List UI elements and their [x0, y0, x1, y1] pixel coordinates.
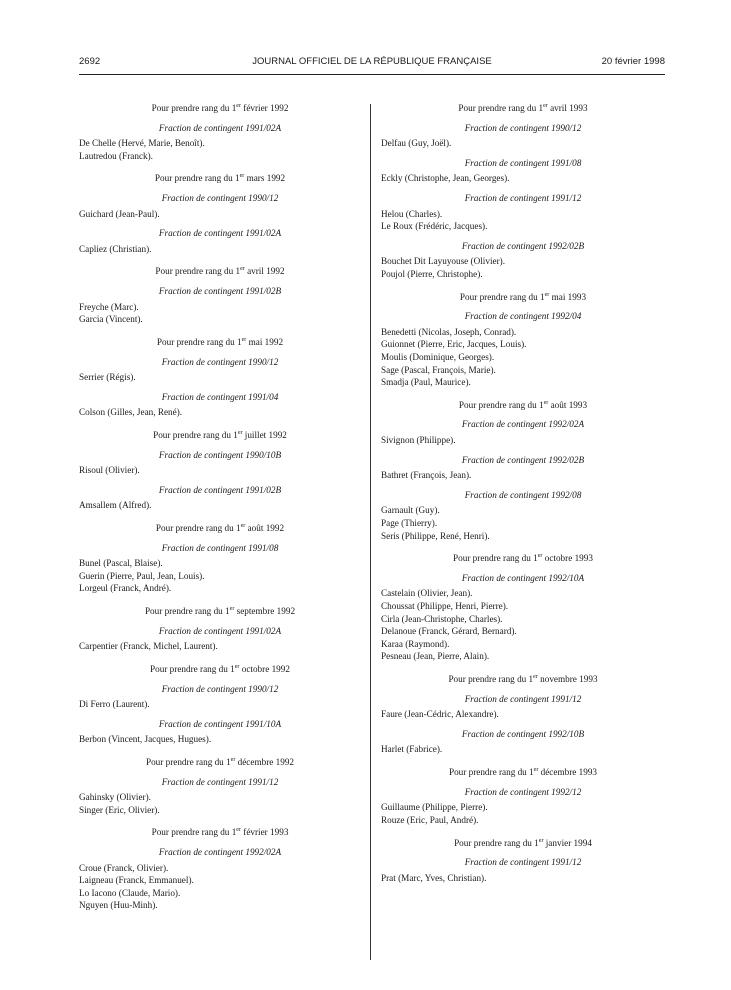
contingent-fraction: Fraction de contingent 1992/10A [461, 572, 585, 583]
person-name: Di Ferro (Laurent). [79, 699, 150, 710]
person-name: Smadja (Paul, Maurice). [381, 377, 471, 388]
person-name: Garcia (Vincent). [79, 314, 143, 325]
contingent-fraction: Fraction de contingent 1991/12 [464, 193, 582, 204]
name-list [381, 137, 665, 150]
name-list [79, 557, 361, 595]
rank-heading: Pour prendre rang du 1er octobre 1993 [453, 553, 593, 564]
contingent-fraction: Fraction de contingent 1990/12 [464, 122, 582, 133]
rank-heading: Pour prendre rang du 1er mars 1992 [154, 173, 286, 184]
contingent-fraction: Fraction de contingent 1990/12 [161, 683, 279, 694]
rank-heading: Pour prendre rang du 1er avril 1992 [155, 266, 285, 277]
name-list [79, 406, 361, 419]
rank-heading: Pour prendre rang du 1er avril 1993 [458, 103, 588, 114]
rank-heading: Pour prendre rang du 1er mai 1993 [459, 291, 587, 302]
person-name: Cirla (Jean-Christophe, Charles). [381, 613, 503, 624]
person-name: Karaa (Raymond). [381, 638, 450, 649]
name-list [381, 172, 665, 185]
person-name: Freyche (Marc). [79, 301, 139, 312]
person-name: Carpentier (Franck, Michel, Laurent). [79, 641, 218, 652]
rank-heading: Pour prendre rang du 1er février 1992 [151, 103, 289, 114]
name-list [381, 708, 665, 721]
contingent-fraction: Fraction de contingent 1990/10B [158, 449, 282, 460]
person-name: Singer (Eric, Olivier). [79, 804, 160, 815]
contingent-fraction: Fraction de contingent 1992/04 [464, 311, 582, 322]
journal-title: JOURNAL OFFICIEL DE LA RÉPUBLIQUE FRANÇAISE [252, 56, 492, 67]
person-name: Colson (Gilles, Jean, René). [79, 407, 183, 418]
person-name: Amsallem (Alfred). [79, 500, 152, 511]
person-name: Poujol (Pierre, Christophe). [381, 269, 483, 279]
contingent-fraction: Fraction de contingent 1991/02A [158, 122, 282, 133]
person-name: Choussat (Philippe, Henri, Pierre). [381, 601, 509, 612]
person-name: Prat (Marc, Yves, Christian). [381, 872, 487, 883]
name-list [79, 243, 361, 256]
name-list [381, 504, 665, 542]
name-list [381, 208, 665, 233]
person-name: Capliez (Christian). [79, 243, 152, 254]
rank-heading: Pour prendre rang du 1er février 1993 [151, 827, 289, 838]
rank-heading: Pour prendre rang du 1er août 1992 [155, 522, 285, 534]
person-name: Lo Iacono (Claude, Mario). [79, 887, 181, 898]
name-list [79, 698, 361, 711]
name-list [79, 862, 361, 912]
name-list [79, 464, 361, 477]
name-list [381, 255, 665, 280]
person-name: Seris (Philippe, René, Henri). [381, 530, 490, 541]
contingent-fraction: Fraction de contingent 1991/02B [158, 484, 282, 495]
rank-heading: Pour prendre rang du 1er août 1993 [458, 399, 588, 410]
rank-heading: Pour prendre rang du 1er décembre 1992 [145, 756, 295, 767]
person-name: Page (Thierry). [381, 518, 438, 529]
right-column [381, 100, 665, 884]
contingent-fraction: Fraction de contingent 1992/02A [158, 846, 282, 857]
person-name: Le Roux (Frédéric, Jacques). [381, 221, 488, 232]
contingent-fraction: Fraction de contingent 1991/12 [161, 776, 279, 787]
name-list [79, 208, 361, 221]
person-name: Bunel (Pascal, Blaise). [79, 558, 163, 569]
contingent-fraction: Fraction de contingent 1991/12 [464, 857, 582, 868]
person-name: Bathret (François, Jean). [381, 470, 472, 481]
person-name: Croue (Franck, Olivier). [79, 862, 169, 873]
rank-heading: Pour prendre rang du 1er janvier 1994 [454, 837, 592, 848]
contingent-fraction: Fraction de contingent 1991/04 [161, 391, 279, 402]
person-name: Sage (Pascal, François, Marie). [381, 364, 496, 375]
person-name: Guerin (Pierre, Paul, Jean, Louis). [79, 570, 205, 581]
contingent-fraction: Fraction de contingent 1991/08 [161, 542, 279, 553]
person-name: Bouchet Dit Layuyouse (Olivier). [381, 256, 505, 267]
person-name: Garnault (Guy). [381, 505, 440, 516]
person-name: Guionnet (Pierre, Eric, Jacques, Louis). [381, 339, 527, 350]
contingent-fraction: Fraction de contingent 1992/08 [464, 489, 582, 500]
person-name: Guichard (Jean-Paul). [79, 208, 160, 219]
contingent-fraction: Fraction de contingent 1992/02A [461, 419, 585, 430]
person-name: Faure (Jean-Cédric, Alexandre). [381, 709, 499, 720]
person-name: Guillaume (Philippe, Pierre). [381, 802, 488, 813]
contingent-fraction: Fraction de contingent 1990/12 [161, 356, 279, 367]
name-list [79, 791, 361, 816]
contingent-fraction: Fraction de contingent 1992/02B [461, 240, 585, 251]
contingent-fraction: Fraction de contingent 1991/10A [158, 718, 282, 729]
person-name: Nguyen (Huu-Minh). [79, 900, 158, 911]
person-name: Eckly (Christophe, Jean, Georges). [381, 173, 510, 184]
name-list [381, 587, 665, 663]
name-list [381, 434, 665, 447]
person-name: Lorgeul (Franck, André). [79, 583, 172, 594]
name-list [381, 743, 665, 756]
contingent-fraction: Fraction de contingent 1992/10B [461, 728, 585, 739]
person-name: Delfau (Guy, Joël). [381, 138, 452, 149]
person-name: Benedetti (Nicolas, Joseph, Conrad). [381, 326, 517, 337]
person-name: Delanoue (Franck, Gérard, Bernard). [381, 626, 517, 637]
rank-heading: Pour prendre rang du 1er novembre 1993 [448, 674, 598, 685]
contingent-fraction: Fraction de contingent 1991/02A [158, 228, 282, 239]
rank-heading: Pour prendre rang du 1er mai 1992 [156, 336, 284, 347]
name-list [79, 733, 361, 746]
left-column [79, 100, 361, 912]
person-name: Helou (Charles). [381, 208, 443, 219]
name-list [79, 499, 361, 512]
person-name: De Chelle (Hervé, Marie, Benoît). [79, 138, 205, 149]
person-name: Laigneau (Franck, Emmanuel). [79, 875, 194, 886]
contingent-fraction: Fraction de contingent 1992/02B [461, 454, 585, 465]
page-header [79, 56, 665, 74]
person-name: Harlet (Fabrice). [381, 744, 443, 755]
name-list [381, 326, 665, 389]
person-name: Serrier (Régis). [79, 372, 136, 383]
person-name: Rouze (Eric, Paul, André). [381, 814, 479, 825]
contingent-fraction: Fraction de contingent 1991/02A [158, 625, 282, 636]
contingent-fraction: Fraction de contingent 1991/12 [464, 693, 582, 704]
contingent-fraction: Fraction de contingent 1991/02B [158, 286, 282, 297]
contingent-fraction: Fraction de contingent 1991/08 [464, 157, 582, 168]
name-list [381, 801, 665, 826]
name-list [79, 137, 361, 162]
person-name: Lautredou (Franck). [79, 150, 153, 161]
rank-heading: Pour prendre rang du 1er octobre 1992 [150, 663, 290, 674]
person-name: Moulis (Dominique, Georges). [381, 352, 495, 363]
rank-heading: Pour prendre rang du 1er septembre 1992 [144, 606, 296, 617]
page-number: 2692 [79, 56, 101, 67]
person-name: Risoul (Olivier). [79, 465, 140, 476]
name-list [79, 640, 361, 653]
person-name: Sivignon (Philippe). [381, 435, 456, 446]
rank-heading: Pour prendre rang du 1er décembre 1993 [448, 767, 598, 778]
issue-date: 20 février 1998 [601, 56, 665, 67]
column-divider [370, 104, 371, 960]
contingent-fraction: Fraction de contingent 1990/12 [161, 193, 279, 204]
header-rule [79, 74, 665, 75]
rank-heading: Pour prendre rang du 1er juillet 1992 [153, 429, 287, 440]
name-list [79, 371, 361, 384]
person-name: Berbon (Vincent, Jacques, Hugues). [79, 734, 212, 745]
name-list [79, 301, 361, 326]
name-list [381, 469, 665, 482]
person-name: Pesneau (Jean, Pierre, Alain). [381, 651, 490, 662]
person-name: Castelain (Olivier, Jean). [381, 588, 473, 599]
name-list [381, 872, 665, 885]
contingent-fraction: Fraction de contingent 1992/12 [464, 786, 582, 797]
person-name: Gahinsky (Olivier). [79, 792, 151, 803]
